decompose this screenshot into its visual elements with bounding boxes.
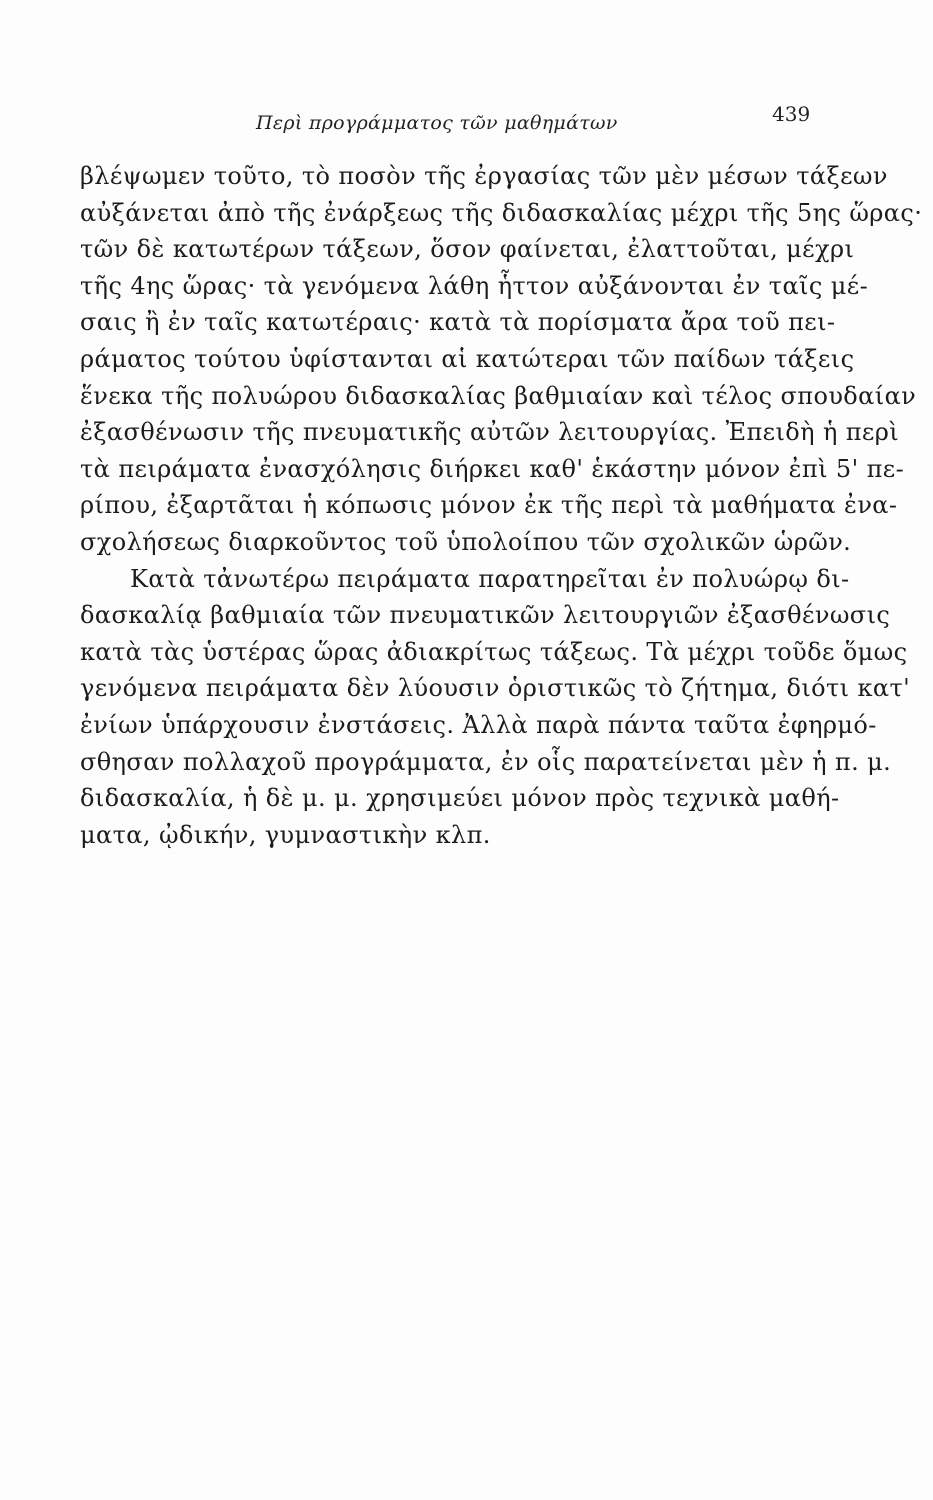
text-line: ματα, ᾠδικήν, γυμναστικὴν κλπ. bbox=[80, 820, 491, 849]
text-line: σαις ἢ ἐν ταῖς κατωτέραις· κατὰ τὰ πορίσματα ἄρα τοῦ πει- bbox=[80, 308, 836, 337]
text-line: ράματος τούτου ὑφίστανται αἱ κατώτεραι τῶν παίδων τάξεις bbox=[80, 344, 855, 373]
text-line: τῆς 4ης ὥρας· τὰ γενόμενα λάθη ἧττον αὐξάνονται ἐν ταῖς μέ- bbox=[80, 271, 869, 300]
text-line: σχολήσεως διαρκοῦντος τοῦ ὑπολοίπου τῶν σχολικῶν ὡρῶν. bbox=[80, 527, 852, 556]
text-line: σθησαν πολλαχοῦ προγράμματα, ἐν οἷς παρατείνεται μὲν ἡ π. μ. bbox=[80, 747, 892, 776]
running-title: Περὶ προγράμματος τῶν μαθημάτων bbox=[256, 112, 618, 134]
text-line: αὐξάνεται ἀπὸ τῆς ἐνάρξεως τῆς διδασκαλίας μέχρι τῆς 5ης ὥρας· bbox=[80, 198, 923, 227]
body-text bbox=[80, 158, 923, 853]
paragraph-start-line: Κατὰ τἀνωτέρω πειράματα παρατηρεῖται ἐν πολυώρῳ δι- bbox=[130, 564, 850, 593]
text-line: ρίπου, ἐξαρτᾶται ἡ κόπωσις μόνον ἐκ τῆς περὶ τὰ μαθήματα ἐνα- bbox=[80, 491, 898, 520]
text-line: τὰ πειράματα ἐνασχόλησις διήρκει καθ' ἑκάστην μόνον ἐπὶ 5' πε- bbox=[80, 454, 905, 483]
text-line: δασκαλίᾳ βαθμιαία τῶν πνευματικῶν λειτουργιῶν ἐξασθένωσις bbox=[80, 601, 891, 630]
text-line: γενόμενα πειράματα δὲν λύουσιν ὁριστικῶς τὸ ζήτημα, διότι κατ' bbox=[80, 674, 911, 703]
text-line: διδασκαλία, ἡ δὲ μ. μ. χρησιμεύει μόνον πρὸς τεχνικὰ μαθή- bbox=[80, 784, 840, 813]
page-number: 439 bbox=[772, 102, 811, 126]
text-line: κατὰ τὰς ὑστέρας ὥρας ἀδιακρίτως τάξεως. Τὰ μέχρι τοῦδε ὅμως bbox=[80, 637, 908, 666]
text-line: τῶν δὲ κατωτέρων τάξεων, ὅσον φαίνεται, ἐλαττοῦται, μέχρι bbox=[80, 235, 855, 264]
text-line: ἕνεκα τῆς πολυώρου διδασκαλίας βαθμιαίαν καὶ τέλος σπουδαίαν bbox=[80, 381, 917, 410]
text-line: ἐξασθένωσιν τῆς πνευματικῆς αὐτῶν λειτουργίας. Ἐπειδὴ ἡ περὶ bbox=[80, 418, 900, 447]
text-line: ἐνίων ὑπάρχουσιν ἐνστάσεις. Ἀλλὰ παρὰ πάντα ταῦτα ἐφηρμό- bbox=[80, 710, 877, 739]
text-line: βλέψωμεν τοῦτο, τὸ ποσὸν τῆς ἐργασίας τῶν μὲν μέσων τάξεων bbox=[80, 162, 888, 190]
